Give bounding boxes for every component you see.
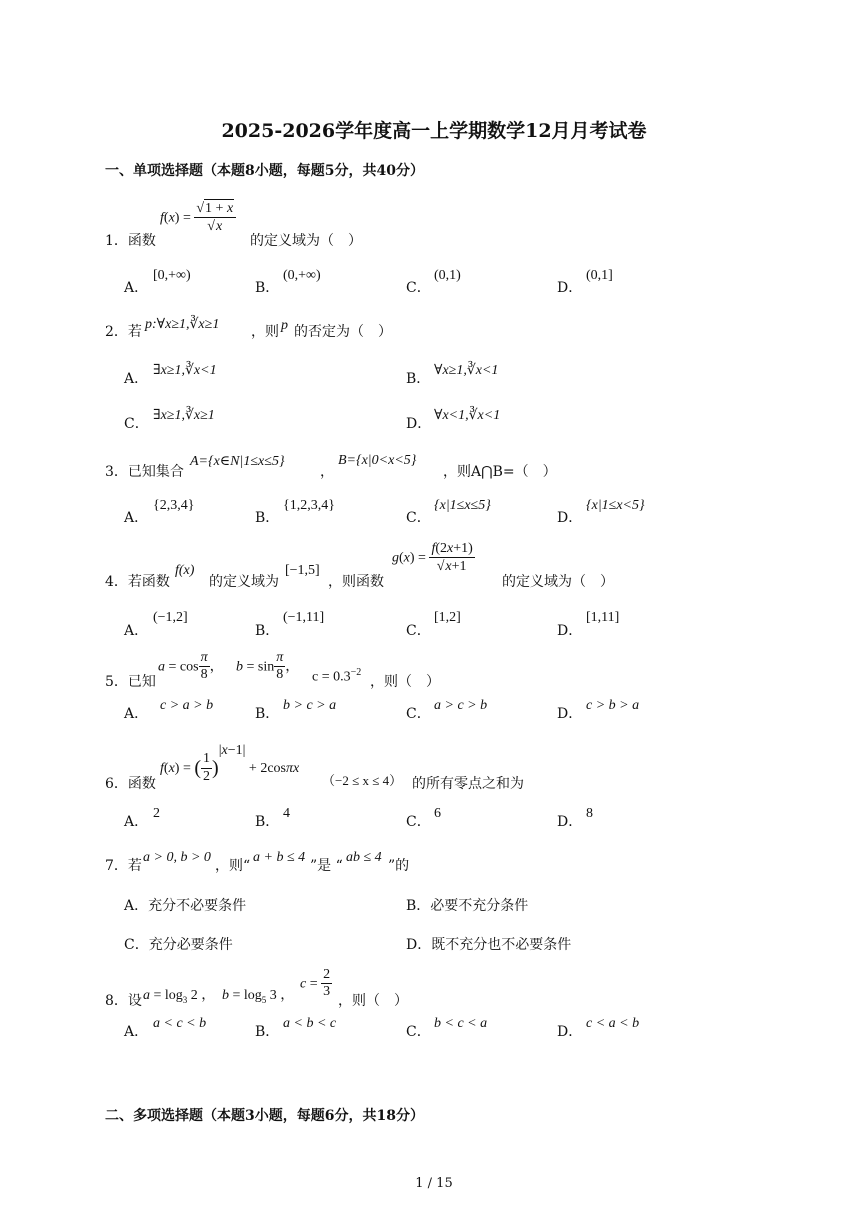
question-4-domain: [−1,5]: [285, 563, 320, 578]
q5-option-d-label: D．: [557, 706, 583, 722]
q4-option-b-label: B．: [255, 623, 280, 639]
q5-option-a: c > a > b: [160, 698, 214, 713]
q2-option-b: ∀x≥1,∛x<1: [434, 363, 499, 378]
q8-option-d-label: D．: [557, 1024, 583, 1040]
q8-option-c-label: C．: [406, 1024, 431, 1040]
q2-option-c: ∃x≥1,∛x≥1: [153, 408, 215, 423]
q6-option-d-label: D．: [557, 814, 583, 830]
q1-option-a: [0,+∞): [153, 268, 191, 283]
q8-option-d: c < a < b: [586, 1016, 640, 1031]
q7-option-b: B．必要不充分条件: [406, 898, 529, 914]
q6-option-b-label: B．: [255, 814, 280, 830]
q2-option-b-label: B．: [406, 371, 431, 387]
q5-option-b: b > c > a: [283, 698, 337, 713]
q7-option-a: A．充分不必要条件: [124, 898, 247, 914]
question-7-number: 7．若: [105, 858, 142, 874]
question-8-number: 8．设: [105, 993, 142, 1009]
question-5-c-def: [312, 667, 361, 686]
question-7-condition: a > 0, b > 0: [143, 850, 211, 865]
question-5-number: 5．已知: [105, 674, 156, 690]
q4-option-b: (−1,11]: [283, 610, 325, 625]
q5-option-c-label: C．: [406, 706, 431, 722]
question-2-p: p: [281, 318, 288, 333]
q6-option-d: 8: [586, 806, 593, 821]
q2-option-c-label: C．: [124, 416, 149, 432]
question-7-text-3: ”的: [388, 858, 410, 874]
q1-option-b: (0,+∞): [283, 268, 321, 283]
question-3-set-b: B={x|0<x<5}: [338, 453, 417, 468]
q6-option-b: 4: [283, 806, 290, 821]
question-4-number: 4．若函数: [105, 574, 170, 590]
q6-option-c: 6: [434, 806, 441, 821]
q1-option-b-label: B．: [255, 280, 280, 296]
question-8-stem: ，则（ ）: [338, 993, 408, 1009]
question-5-stem: ，则（ ）: [370, 674, 440, 690]
question-1-number: 1．函数: [105, 233, 156, 249]
q3-option-c: {x|1≤x≤5}: [434, 498, 491, 513]
question-6-range: （−2 ≤ x ≤ 4）: [322, 773, 403, 788]
question-4-text-2: ，则函数: [328, 574, 384, 590]
question-2-stem-mid: ，则: [251, 324, 279, 340]
q6-option-a-label: A．: [124, 814, 149, 830]
question-7-expr-2: ab ≤ 4: [346, 850, 382, 865]
question-4-formula: g(x) = $\frac{f(2x+1)}{√x+1}$: [392, 541, 473, 575]
question-2-condition: p:∀x≥1,∛x≥1: [145, 317, 220, 332]
question-4-stem: 的定义域为（ ）: [502, 574, 614, 590]
q4-option-d: [1,11]: [586, 610, 620, 625]
q1-option-a-label: A．: [124, 280, 149, 296]
q4-option-a-label: A．: [124, 623, 149, 639]
q3-option-c-label: C．: [406, 510, 431, 526]
question-5-b-def: b = sin $\frac{\pi}{8}$ ，: [236, 650, 300, 683]
q3-option-a-label: A．: [124, 510, 149, 526]
q1-option-d-label: D．: [557, 280, 583, 296]
q1-option-c-label: C．: [406, 280, 431, 296]
q8-option-a-label: A．: [124, 1024, 149, 1040]
q4-option-d-label: D．: [557, 623, 583, 639]
question-8-b-def: $b = \log_5 3$ ，: [222, 988, 295, 1005]
question-3-comma: ，: [320, 464, 334, 480]
question-5-a-def: a = cos $\frac{\pi}{8}$ ，: [158, 650, 224, 683]
page-number: 1 / 15: [415, 1176, 453, 1191]
q3-option-a: {2,3,4}: [153, 498, 195, 513]
q7-option-d: D．既不充分也不必要条件: [406, 937, 572, 953]
q5-c-value: c = 0.3: [312, 669, 351, 685]
q2-option-d: ∀x<1,∛x<1: [434, 408, 501, 423]
question-4-f: f(x): [175, 563, 195, 578]
q8-option-c: b < c < a: [434, 1016, 488, 1031]
question-7-text-2: ”是 “: [310, 858, 343, 874]
question-8-c-def: c = $\frac{2}{3}$: [300, 967, 331, 1000]
question-2-number: 2．若: [105, 324, 142, 340]
q5-option-b-label: B．: [255, 706, 280, 722]
question-7-text-1: ，则“: [215, 858, 251, 874]
q1-option-d: (0,1]: [586, 268, 613, 283]
question-7-expr-1: a + b ≤ 4: [253, 850, 306, 865]
q3-option-d: {x|1≤x<5}: [586, 498, 645, 513]
section-heading-single-choice: 一、单项选择题（本题8小题，每题5分，共40分）: [105, 163, 424, 179]
q2-option-a-label: A．: [124, 371, 149, 387]
q7-option-c: C．充分必要条件: [124, 937, 233, 953]
q8-option-a: a < c < b: [153, 1016, 207, 1031]
page-title: 2025-2026学年度高一上学期数学12月月考试卷: [221, 120, 647, 142]
question-3-set-a: A={x∈N|1≤x≤5}: [190, 454, 285, 469]
q4-option-c: [1,2]: [434, 610, 461, 625]
q4-option-c-label: C．: [406, 623, 431, 639]
q8-option-b: a < b < c: [283, 1016, 337, 1031]
question-6-formula: f(x) = ( $\frac{1}{2}$ )$^{|x-1|}$ + 2cosπx: [160, 743, 300, 784]
question-1-stem: 的定义域为（ ）: [250, 233, 362, 249]
section-heading-multiple-choice: 二、多项选择题（本题3小题，每题6分，共18分）: [105, 1108, 424, 1124]
question-2-stem: 的否定为（ ）: [294, 324, 392, 340]
q5-c-exponent: −2: [350, 667, 362, 678]
question-6-stem: 的所有零点之和为: [412, 776, 524, 792]
question-3-number: 3．已知集合: [105, 464, 184, 480]
q6-option-a: 2: [153, 806, 160, 821]
q2-option-d-label: D．: [406, 416, 432, 432]
q5-option-c: a > c > b: [434, 698, 488, 713]
q2-option-a: ∃x≥1,∛x<1: [153, 363, 217, 378]
question-3-stem: ，则A⋂B=（ ）: [443, 464, 557, 480]
question-4-text-1: 的定义域为: [209, 574, 279, 590]
q5-option-a-label: A．: [124, 706, 149, 722]
q3-option-b: {1,2,3,4}: [283, 498, 335, 513]
q3-option-b-label: B．: [255, 510, 280, 526]
q8-option-b-label: B．: [255, 1024, 280, 1040]
question-1-formula: f(x) = $\frac{√1 + x}{√x}$: [160, 200, 236, 235]
question-8-a-def: $a = \log_3 2$ ，: [143, 988, 216, 1005]
q5-option-d: c > b > a: [586, 698, 640, 713]
q3-option-d-label: D．: [557, 510, 583, 526]
q6-option-c-label: C．: [406, 814, 431, 830]
q1-option-c: (0,1): [434, 268, 461, 283]
q4-option-a: (−1,2]: [153, 610, 188, 625]
question-6-number: 6．函数: [105, 776, 156, 792]
